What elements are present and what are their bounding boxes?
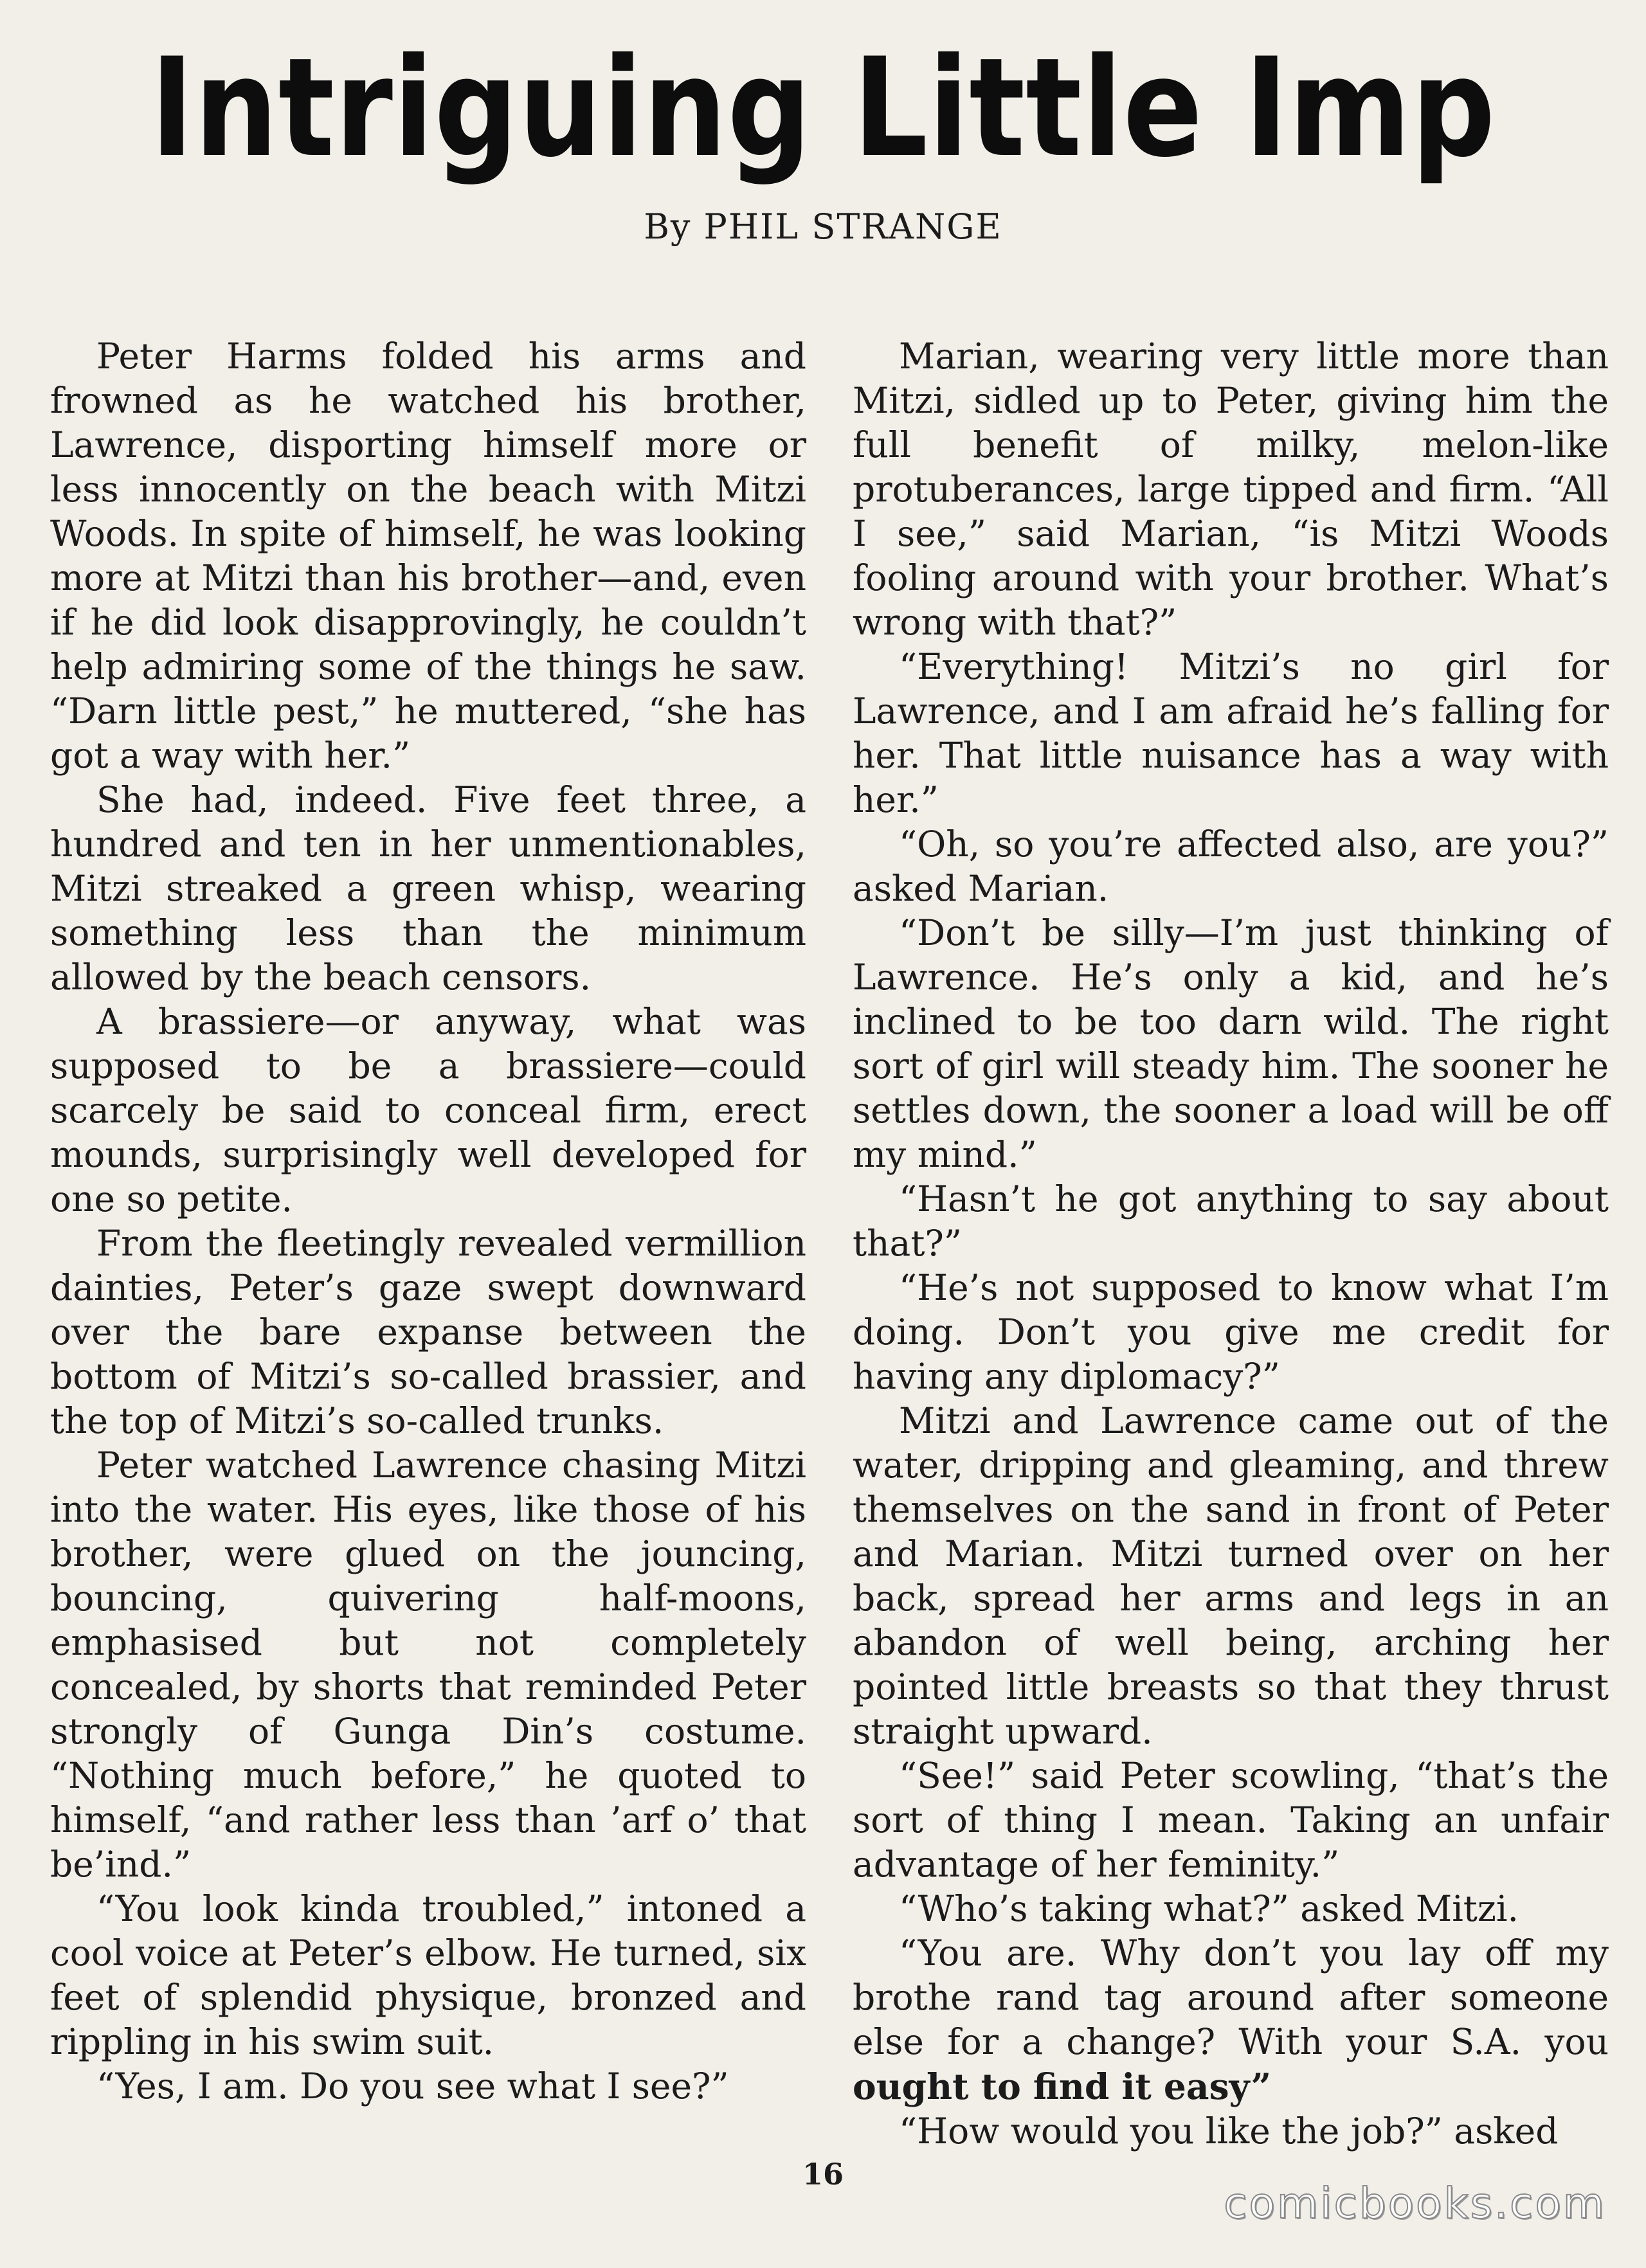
paragraph-text: “You are. Why don’t you lay off my brothe rand tag around after someone else for a change? With your S.A. you bbox=[853, 1932, 1609, 2062]
paragraph: “How would you like the job?” asked bbox=[899, 2110, 1559, 2152]
paragraph: She had, indeed. Five feet three, a hundred and ten in her unmentionables, Mitzi streaked a green whisp, wearing something less than the minimum allowed by the beach censors. bbox=[50, 779, 806, 998]
paragraph: A brassiere—or anyway, what was supposed to be a brassiere—could scarcely be said to conceal firm, erect mounds, surprisingly well developed for one so petite. bbox=[50, 1001, 806, 1220]
left-column bbox=[50, 334, 806, 2109]
paragraph: “He’s not supposed to know what I’m doing. Don’t you give me credit for having any diplomacy?” bbox=[853, 1267, 1609, 1397]
bold-text: ought to find it easy” bbox=[853, 2066, 1272, 2107]
byline: By PHIL STRANGE bbox=[644, 206, 1002, 247]
right-column bbox=[853, 334, 1609, 2154]
paragraph: “Who’s taking what?” asked Mitzi. bbox=[899, 1888, 1519, 1929]
paragraph: “You look kinda troubled,” intoned a cool voice at Peter’s elbow. He turned, six feet of splendid physique, bronzed and rippling in his swim suit. bbox=[50, 1888, 806, 2062]
paragraph: “See!” said Peter scowling, “that’s the sort of thing I mean. Taking an unfair advantage of her feminity.” bbox=[853, 1755, 1609, 1885]
paragraph: Peter watched Lawrence chasing Mitzi into the water. His eyes, like those of his brother, were glued on the jouncing, bouncing, quivering half-moons, emphasised but not completely concealed, by shorts that reminded Peter strongly of Gunga Din’s costume. “Nothing much before,” he quoted to himself, “and rather less than ’arf o’ that be’ind.” bbox=[50, 1444, 806, 1885]
paragraph: “Don’t be silly—I’m just thinking of Lawrence. He’s only a kid, and he’s inclined to be too darn wild. The right sort of girl will steady him. The sooner he settles down, the sooner a load will be off my mind.” bbox=[853, 912, 1609, 1175]
paragraph: Peter Harms folded his arms and frowned as he watched his brother, Lawrence, disporting himself more or less innocently on the beach with Mitzi Woods. In spite of himself, he was looking more at Mitzi than his brother—and, even if he did look disapprovingly, he couldn’t help admiring some of the things he saw. “Darn little pest,” he muttered, “she has got a way with her.” bbox=[50, 336, 806, 776]
paragraph: “Yes, I am. Do you see what I see?” bbox=[96, 2066, 729, 2107]
story-title: Intriguing Little Imp bbox=[150, 28, 1496, 187]
page-number: 16 bbox=[802, 2157, 844, 2192]
paragraph: “Oh, so you’re affected also, are you?” asked Marian. bbox=[853, 824, 1609, 909]
paragraph: Marian, wearing very little more than Mitzi, sidled up to Peter, giving him the full benefit of milky, melon-like protuberances, large tipped and firm. “All I see,” said Marian, “is Mitzi Woods fooling around with your brother. What’s wrong with that?” bbox=[853, 336, 1609, 643]
paragraph: “Everything! Mitzi’s no girl for Lawrence, and I am afraid he’s falling for her. That little nuisance has a way with her.” bbox=[853, 646, 1609, 820]
paragraph: From the fleetingly revealed vermillion dainties, Peter’s gaze swept downward over the bare expanse between the bottom of Mitzi’s so-called brassier, and the top of Mitzi’s so-called trunks. bbox=[50, 1223, 806, 1441]
paragraph: Mitzi and Lawrence came out of the water, dripping and gleaming, and threw themselves on the sand in front of Peter and Marian. Mitzi turned over on her back, spread her arms and legs in an abandon of well being, arching her pointed little breasts so that they thrust straight upward. bbox=[853, 1400, 1609, 1752]
watermark-logo: comicbooks.com bbox=[1224, 2179, 1606, 2228]
paragraph bbox=[853, 1931, 1609, 2109]
paragraph: “Hasn’t he got anything to say about that?” bbox=[853, 1178, 1609, 1264]
